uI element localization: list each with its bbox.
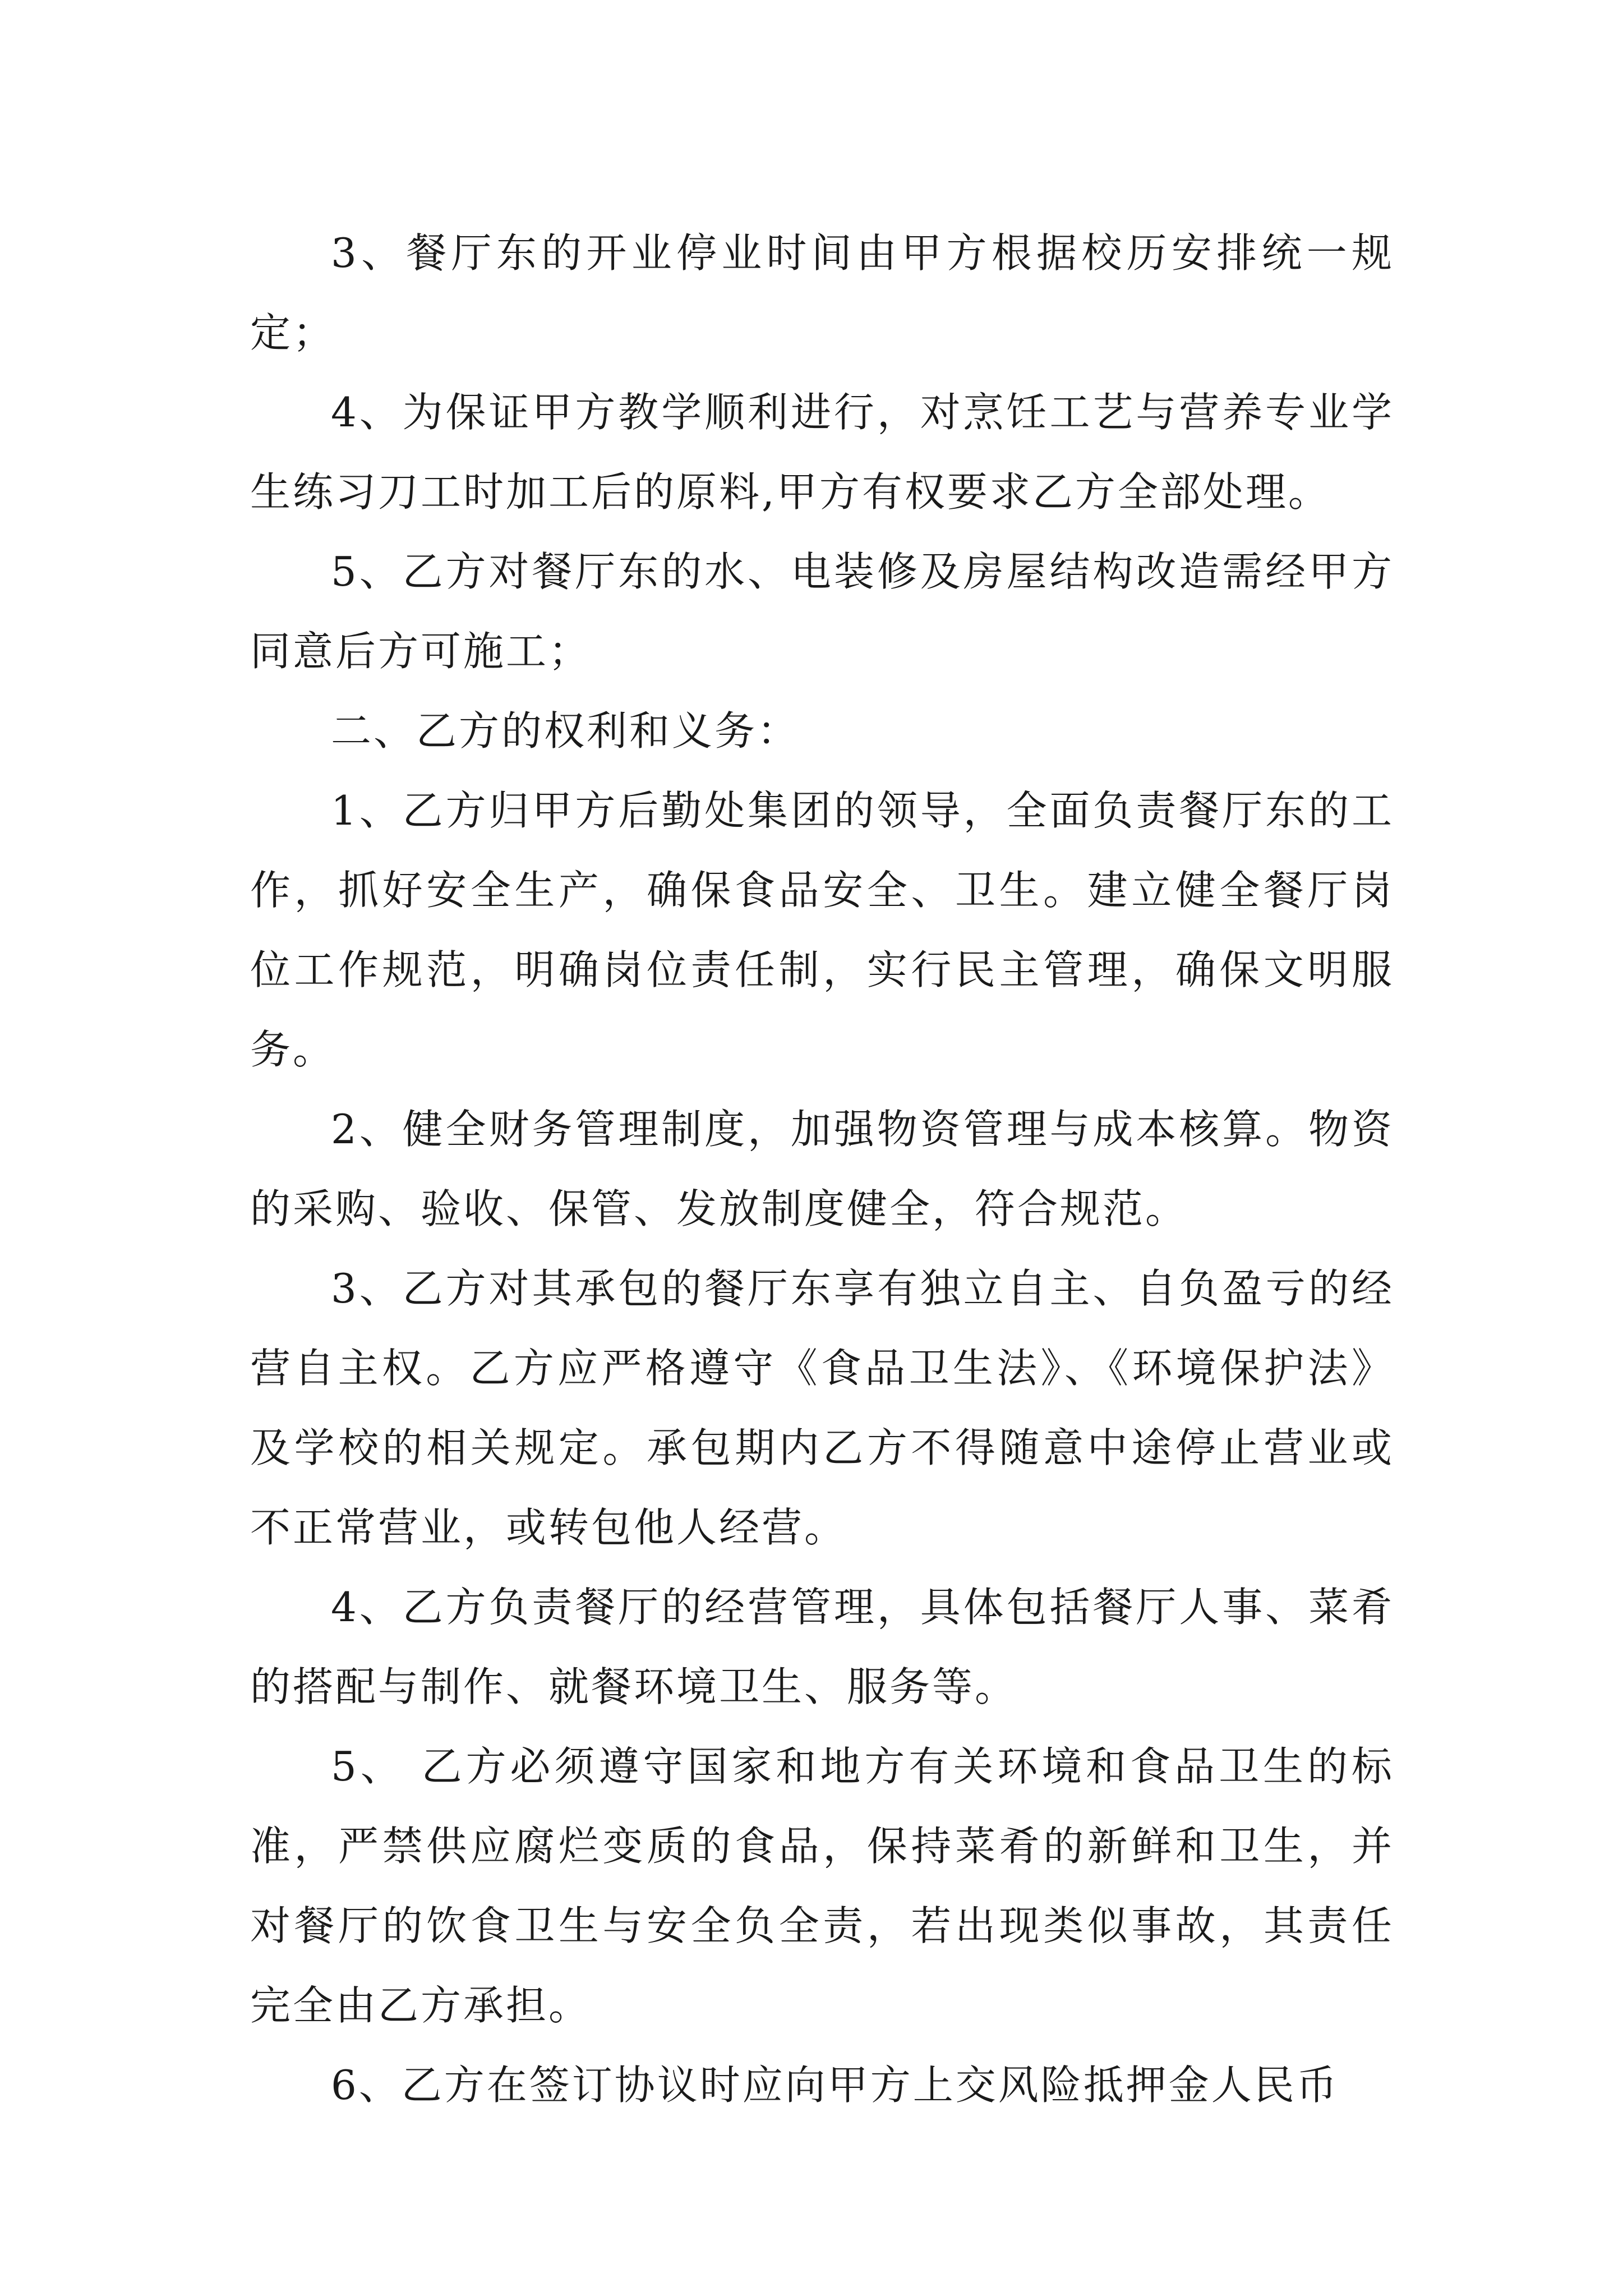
paragraph-b-clause-5: 5、 乙方必须遵守国家和地方有关环境和食品卫生的标准，严禁供应腐烂变质的食品，保持菜肴的新鲜和卫生，并对餐厅的饮食卫生与安全负全责，若出现类似事故，其责任完全由乙方承担。: [250, 1743, 1394, 2029]
paragraph-b-clause-6: 6、乙方在签订协议时应向甲方上交风险抵押金人民币: [331, 2062, 1339, 2109]
paragraph-clause-3-schedule: 3、餐厅东的开业停业时间由甲方根据校历安排统一规定；: [250, 229, 1394, 356]
paragraph-b-clause-3: 3、乙方对其承包的餐厅东享有独立自主、自负盈亏的经营自主权。乙方应严格遵守《食品卫生法》、《环境保护法》及学校的相关规定。承包期内乙方不得随意中途停止营业或不正常营业，或转包他人经营。: [250, 1265, 1394, 1551]
paragraph-clause-4-teaching: 4、为保证甲方教学顺利进行，对烹饪工艺与营养专业学生练习刀工时加工后的原料,甲方有权要求乙方全部处理。: [250, 389, 1394, 516]
paragraph-b-clause-4: 4、乙方负责餐厅的经营管理，具体包括餐厅人事、菜肴的搭配与制作、就餐环境卫生、服务等。: [250, 1584, 1394, 1710]
section-heading-party-b-rights: 二、乙方的权利和义务：: [331, 707, 800, 754]
paragraph-b-clause-1: 1、乙方归甲方后勤处集团的领导，全面负责餐厅东的工作，抓好安全生产，确保食品安全、卫生。建立健全餐厅岗位工作规范，明确岗位责任制，实行民主管理，确保文明服务。: [250, 787, 1394, 1073]
paragraph-b-clause-2: 2、健全财务管理制度，加强物资管理与成本核算。物资的采购、验收、保管、发放制度健全，符合规范。: [250, 1106, 1394, 1232]
paragraph-clause-5-renovation: 5、乙方对餐厅东的水、电装修及房屋结构改造需经甲方同意后方可施工；: [250, 548, 1394, 675]
document-page: [250, 213, 1394, 2125]
